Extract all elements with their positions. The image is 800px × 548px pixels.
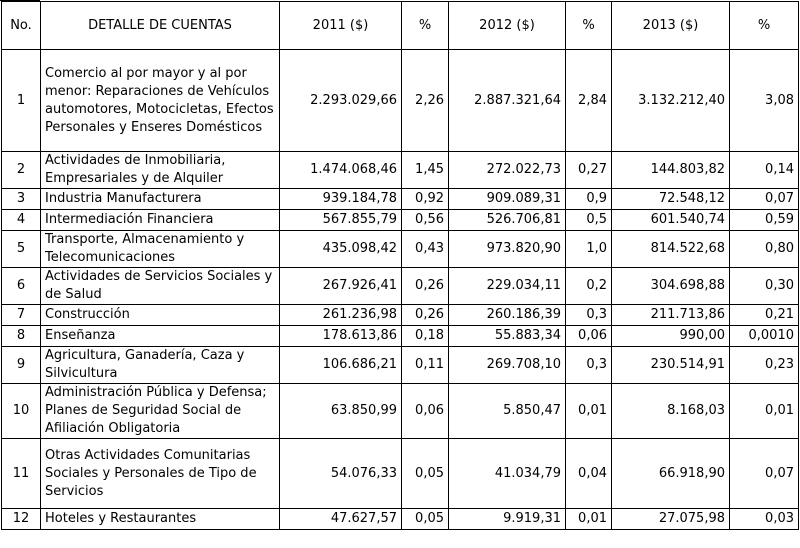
cell-no: 3 <box>2 189 41 210</box>
cell-detail: Actividades de Inmobiliaria, Empresariales y de Alquiler <box>41 152 280 189</box>
cell-no: 2 <box>2 152 41 189</box>
table-row <box>2 326 799 347</box>
cell-no: 9 <box>2 347 41 384</box>
cell-pct-2011: 0,06 <box>402 384 449 439</box>
cell-2013: 27.075,98 <box>612 509 730 530</box>
cell-pct-2013: 0,30 <box>730 268 799 305</box>
cell-2011: 267.926,41 <box>280 268 402 305</box>
cell-2012: 2.887.321,64 <box>449 50 566 152</box>
cell-no: 4 <box>2 210 41 231</box>
cell-pct-2013: 0,07 <box>730 189 799 210</box>
table-row <box>2 189 799 210</box>
cell-pct-2013: 0,23 <box>730 347 799 384</box>
cell-pct-2012: 0,5 <box>566 210 612 231</box>
cell-pct-2012: 0,2 <box>566 268 612 305</box>
table-row <box>2 152 799 189</box>
cell-pct-2011: 0,18 <box>402 326 449 347</box>
cell-pct-2011: 0,26 <box>402 305 449 326</box>
cell-2012: 5.850,47 <box>449 384 566 439</box>
cell-no: 5 <box>2 231 41 268</box>
cell-pct-2011: 2,26 <box>402 50 449 152</box>
cell-detail: Transporte, Almacenamiento y Telecomunicaciones <box>41 231 280 268</box>
cell-pct-2012: 0,04 <box>566 439 612 509</box>
cell-pct-2013: 0,80 <box>730 231 799 268</box>
header-detail: DETALLE DE CUENTAS <box>41 2 280 50</box>
table-row <box>2 509 799 530</box>
cell-pct-2013: 0,21 <box>730 305 799 326</box>
header-no: No. <box>2 2 41 50</box>
cell-2012: 229.034,11 <box>449 268 566 305</box>
cell-no: 1 <box>2 50 41 152</box>
cell-2012: 973.820,90 <box>449 231 566 268</box>
cell-2013: 66.918,90 <box>612 439 730 509</box>
table-row <box>2 50 799 152</box>
cell-2013: 211.713,86 <box>612 305 730 326</box>
table-row <box>2 210 799 231</box>
cell-pct-2013: 0,0010 <box>730 326 799 347</box>
cell-pct-2011: 0,92 <box>402 189 449 210</box>
cell-pct-2012: 0,06 <box>566 326 612 347</box>
cell-no: 6 <box>2 268 41 305</box>
cell-no: 12 <box>2 509 41 530</box>
cell-no: 7 <box>2 305 41 326</box>
cell-detail: Actividades de Servicios Sociales y de Salud <box>41 268 280 305</box>
cell-pct-2011: 0,43 <box>402 231 449 268</box>
header-2011: 2011 ($) <box>280 2 402 50</box>
cell-pct-2012: 0,01 <box>566 509 612 530</box>
cell-pct-2013: 0,14 <box>730 152 799 189</box>
cell-detail: Industria Manufacturera <box>41 189 280 210</box>
cell-2013: 304.698,88 <box>612 268 730 305</box>
cell-2013: 8.168,03 <box>612 384 730 439</box>
cell-2013: 601.540,74 <box>612 210 730 231</box>
cell-detail: Hoteles y Restaurantes <box>41 509 280 530</box>
cell-2012: 55.883,34 <box>449 326 566 347</box>
header-2013: 2013 ($) <box>612 2 730 50</box>
table-row <box>2 439 799 509</box>
cell-pct-2011: 0,05 <box>402 439 449 509</box>
cell-pct-2013: 0,59 <box>730 210 799 231</box>
cell-2011: 435.098,42 <box>280 231 402 268</box>
cell-2011: 47.627,57 <box>280 509 402 530</box>
cell-pct-2012: 1,0 <box>566 231 612 268</box>
cell-detail: Agricultura, Ganadería, Caza y Silvicultura <box>41 347 280 384</box>
cell-pct-2011: 0,05 <box>402 509 449 530</box>
header-2012: 2012 ($) <box>449 2 566 50</box>
cell-pct-2013: 3,08 <box>730 50 799 152</box>
cell-detail: Administración Pública y Defensa; Planes de Seguridad Social de Afiliación Obligatoria <box>41 384 280 439</box>
cell-2011: 2.293.029,66 <box>280 50 402 152</box>
table-body <box>2 50 799 530</box>
header-pct-2011: % <box>402 2 449 50</box>
cell-2011: 54.076,33 <box>280 439 402 509</box>
table-header-row <box>2 2 799 50</box>
cell-detail: Otras Actividades Comunitarias Sociales y Personales de Tipo de Servicios <box>41 439 280 509</box>
header-pct-2013: % <box>730 2 799 50</box>
cell-pct-2013: 0,07 <box>730 439 799 509</box>
cell-pct-2013: 0,03 <box>730 509 799 530</box>
cell-detail: Comercio al por mayor y al por menor: Reparaciones de Vehículos automotores, Motocicletas, Efectos Personales y Enseres Domésticos <box>41 50 280 152</box>
cell-2013: 72.548,12 <box>612 189 730 210</box>
cell-2011: 106.686,21 <box>280 347 402 384</box>
cell-no: 11 <box>2 439 41 509</box>
cell-detail: Construcción <box>41 305 280 326</box>
accounts-table <box>1 1 799 530</box>
cell-2013: 990,00 <box>612 326 730 347</box>
cell-2012: 526.706,81 <box>449 210 566 231</box>
header-pct-2012: % <box>566 2 612 50</box>
cell-pct-2012: 0,3 <box>566 347 612 384</box>
cell-2012: 260.186,39 <box>449 305 566 326</box>
cell-pct-2013: 0,01 <box>730 384 799 439</box>
cell-2013: 230.514,91 <box>612 347 730 384</box>
cell-2012: 272.022,73 <box>449 152 566 189</box>
cell-pct-2011: 0,56 <box>402 210 449 231</box>
table-row <box>2 305 799 326</box>
table-row <box>2 384 799 439</box>
cell-2013: 144.803,82 <box>612 152 730 189</box>
cell-2012: 41.034,79 <box>449 439 566 509</box>
cell-2013: 3.132.212,40 <box>612 50 730 152</box>
cell-pct-2012: 0,01 <box>566 384 612 439</box>
cell-no: 8 <box>2 326 41 347</box>
table-row <box>2 347 799 384</box>
table-row <box>2 231 799 268</box>
cell-pct-2012: 2,84 <box>566 50 612 152</box>
cell-2011: 63.850,99 <box>280 384 402 439</box>
cell-2011: 939.184,78 <box>280 189 402 210</box>
cell-2012: 909.089,31 <box>449 189 566 210</box>
cell-detail: Enseñanza <box>41 326 280 347</box>
cell-2011: 567.855,79 <box>280 210 402 231</box>
cell-pct-2012: 0,3 <box>566 305 612 326</box>
cell-2011: 178.613,86 <box>280 326 402 347</box>
cell-2012: 269.708,10 <box>449 347 566 384</box>
cell-2012: 9.919,31 <box>449 509 566 530</box>
cell-no: 10 <box>2 384 41 439</box>
cell-detail: Intermediación Financiera <box>41 210 280 231</box>
cell-pct-2011: 0,26 <box>402 268 449 305</box>
cell-2011: 1.474.068,46 <box>280 152 402 189</box>
cell-2011: 261.236,98 <box>280 305 402 326</box>
cell-pct-2012: 0,9 <box>566 189 612 210</box>
cell-pct-2011: 1,45 <box>402 152 449 189</box>
cell-pct-2012: 0,27 <box>566 152 612 189</box>
cell-pct-2011: 0,11 <box>402 347 449 384</box>
table-row <box>2 268 799 305</box>
cell-2013: 814.522,68 <box>612 231 730 268</box>
